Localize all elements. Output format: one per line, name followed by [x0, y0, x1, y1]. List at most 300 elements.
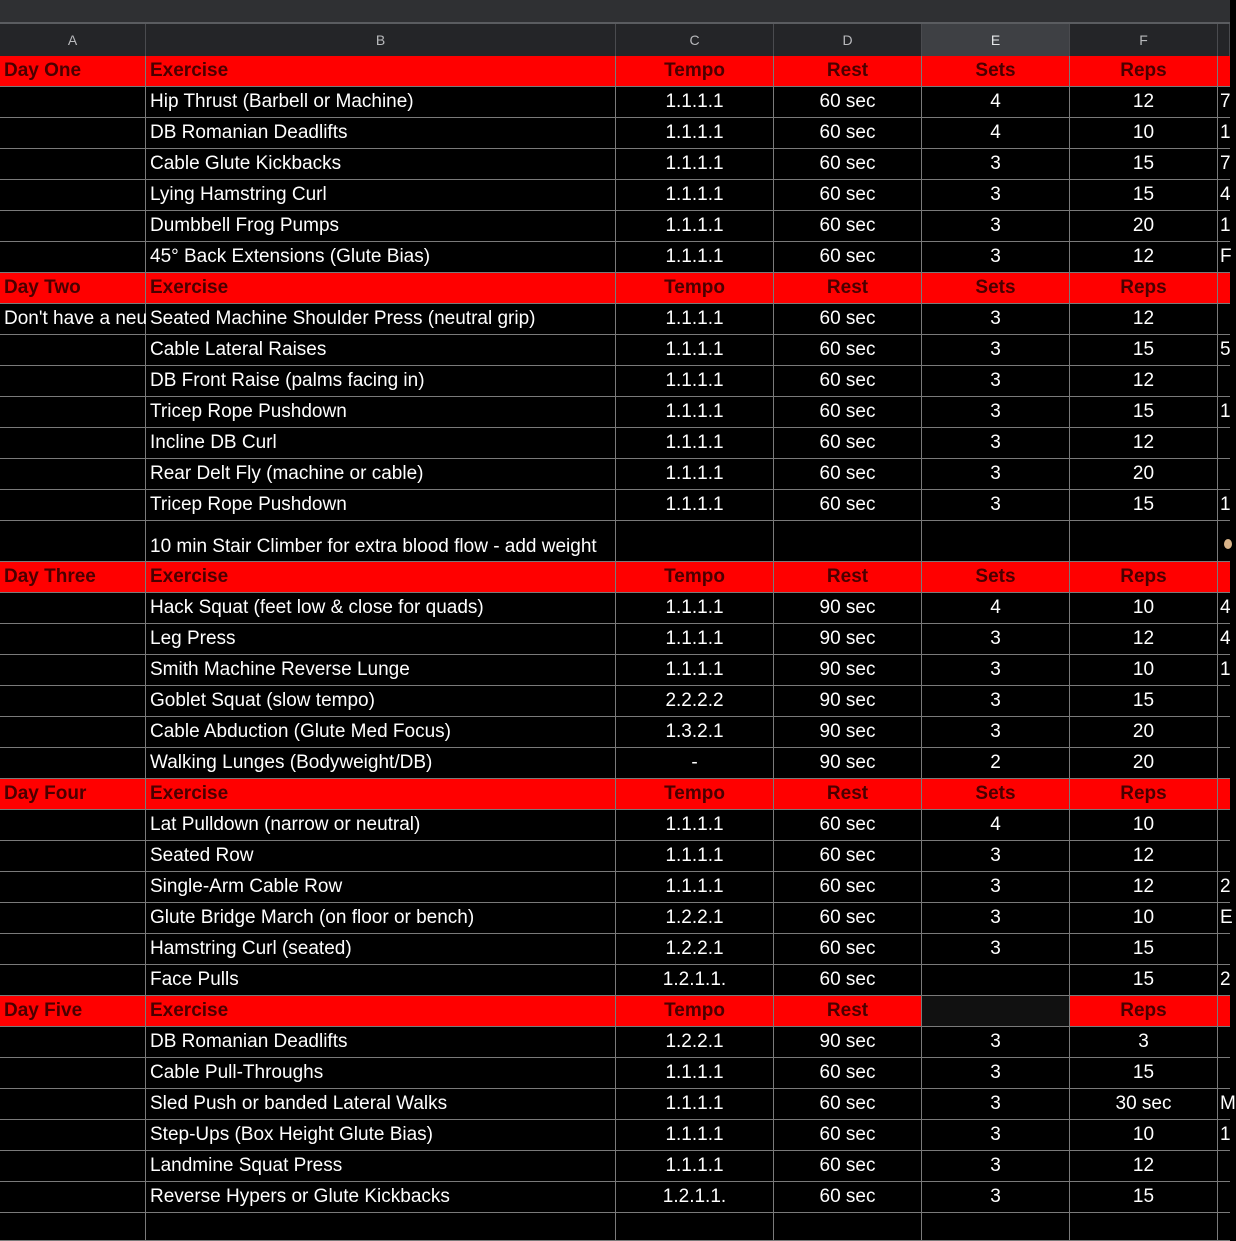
sets-cell[interactable]: 3: [922, 211, 1070, 242]
overflow-cell[interactable]: 4: [1218, 624, 1230, 655]
exercise-cell[interactable]: DB Romanian Deadlifts: [146, 1027, 616, 1058]
exercise-row: [0, 1120, 1230, 1151]
tempo-cell[interactable]: 1.1.1.1: [616, 624, 774, 655]
note-cell[interactable]: [0, 366, 146, 397]
rest-cell[interactable]: 60 sec: [774, 459, 922, 490]
sets-cell[interactable]: 3: [922, 149, 1070, 180]
rest-cell[interactable]: 60 sec: [774, 934, 922, 965]
sets-cell[interactable]: 4: [922, 87, 1070, 118]
header-exercise[interactable]: Exercise: [146, 779, 616, 810]
reps-cell[interactable]: 12: [1070, 304, 1218, 335]
reps-cell[interactable]: 20: [1070, 211, 1218, 242]
tempo-cell[interactable]: 1.1.1.1: [616, 655, 774, 686]
rest-cell[interactable]: 60 sec: [774, 428, 922, 459]
rest-cell[interactable]: 90 sec: [774, 748, 922, 779]
tempo-cell[interactable]: 1.1.1.1: [616, 180, 774, 211]
column-header-a[interactable]: A: [0, 24, 146, 56]
sets-cell[interactable]: 3: [922, 397, 1070, 428]
header-tempo[interactable]: Tempo: [616, 56, 774, 87]
exercise-cell[interactable]: Lying Hamstring Curl: [146, 180, 616, 211]
header-extra[interactable]: [1218, 273, 1230, 304]
sets-cell[interactable]: 4: [922, 810, 1070, 841]
overflow-cell[interactable]: 1: [1218, 211, 1230, 242]
sets-cell[interactable]: 3: [922, 428, 1070, 459]
note-cell[interactable]: [0, 624, 146, 655]
note-cell[interactable]: [0, 180, 146, 211]
header-sets[interactable]: Sets: [922, 779, 1070, 810]
day-header-row: [0, 273, 1230, 304]
column-headers: [0, 24, 1230, 56]
spreadsheet-grid: [0, 56, 1236, 1213]
tempo-cell[interactable]: 1.3.2.1: [616, 717, 774, 748]
tempo-cell[interactable]: 1.1.1.1: [616, 1058, 774, 1089]
day-header-row: [0, 779, 1230, 810]
header-reps[interactable]: Reps: [1070, 273, 1218, 304]
note-cell[interactable]: [0, 459, 146, 490]
exercise-cell[interactable]: Cable Abduction (Glute Med Focus): [146, 717, 616, 748]
sets-cell[interactable]: 3: [922, 686, 1070, 717]
cell[interactable]: [616, 1203, 774, 1241]
empty-row: [0, 1203, 1230, 1241]
exercise-cell[interactable]: Walking Lunges (Bodyweight/DB): [146, 748, 616, 779]
note-cell[interactable]: [0, 87, 146, 118]
day-label[interactable]: Day Four: [0, 779, 146, 810]
reps-cell[interactable]: 12: [1070, 841, 1218, 872]
header-exercise[interactable]: Exercise: [146, 273, 616, 304]
exercise-row: [0, 810, 1230, 841]
exercise-row: [0, 428, 1230, 459]
note-cell[interactable]: [0, 686, 146, 717]
cell[interactable]: [0, 1203, 146, 1241]
overflow-cell[interactable]: 1: [1218, 655, 1230, 686]
header-extra[interactable]: [1218, 56, 1230, 87]
rest-cell[interactable]: [774, 521, 922, 562]
overflow-cell[interactable]: [1218, 810, 1230, 841]
tempo-cell[interactable]: 1.1.1.1: [616, 242, 774, 273]
overflow-cell[interactable]: 1: [1218, 118, 1230, 149]
sets-cell[interactable]: 3: [922, 1120, 1070, 1151]
rest-cell[interactable]: 60 sec: [774, 118, 922, 149]
note-cell[interactable]: [0, 1027, 146, 1058]
reps-cell[interactable]: 10: [1070, 655, 1218, 686]
rest-cell[interactable]: 90 sec: [774, 593, 922, 624]
sets-cell[interactable]: 2: [922, 748, 1070, 779]
reps-cell[interactable]: 10: [1070, 810, 1218, 841]
sets-cell[interactable]: 4: [922, 593, 1070, 624]
rest-cell[interactable]: 90 sec: [774, 624, 922, 655]
cell[interactable]: [1218, 1203, 1230, 1241]
rest-cell[interactable]: 60 sec: [774, 149, 922, 180]
header-extra[interactable]: [1218, 562, 1230, 593]
overflow-cell[interactable]: F: [1218, 242, 1230, 273]
overflow-cell[interactable]: 2: [1218, 872, 1230, 903]
note-cell[interactable]: [0, 965, 146, 996]
note-cell[interactable]: [0, 490, 146, 521]
reps-cell[interactable]: 10: [1070, 118, 1218, 149]
note-cell[interactable]: [0, 934, 146, 965]
sets-cell[interactable]: 3: [922, 459, 1070, 490]
header-rest[interactable]: Rest: [774, 273, 922, 304]
reps-cell[interactable]: 15: [1070, 149, 1218, 180]
exercise-cell[interactable]: Reverse Hypers or Glute Kickbacks: [146, 1182, 616, 1213]
overflow-cell[interactable]: [1218, 304, 1230, 335]
sets-cell[interactable]: [922, 965, 1070, 996]
tempo-cell[interactable]: 1.1.1.1: [616, 459, 774, 490]
tempo-cell[interactable]: 1.1.1.1: [616, 593, 774, 624]
sets-cell[interactable]: 3: [922, 1027, 1070, 1058]
rest-cell[interactable]: 90 sec: [774, 655, 922, 686]
rest-cell[interactable]: 60 sec: [774, 1120, 922, 1151]
header-reps[interactable]: Reps: [1070, 562, 1218, 593]
rest-cell[interactable]: 90 sec: [774, 1027, 922, 1058]
header-rest[interactable]: Rest: [774, 562, 922, 593]
exercise-cell[interactable]: Cable Pull-Throughs: [146, 1058, 616, 1089]
sets-cell[interactable]: 3: [922, 872, 1070, 903]
header-sets[interactable]: Sets: [922, 56, 1070, 87]
header-tempo[interactable]: Tempo: [616, 996, 774, 1027]
tempo-cell[interactable]: 1.1.1.1: [616, 397, 774, 428]
rest-cell[interactable]: 60 sec: [774, 490, 922, 521]
note-cell[interactable]: [0, 211, 146, 242]
cardio-note-cell[interactable]: 10 min Stair Climber for extra blood flow - add weight: [146, 521, 616, 562]
reps-cell[interactable]: 15: [1070, 397, 1218, 428]
overflow-cell[interactable]: 1: [1218, 397, 1230, 428]
tempo-cell[interactable]: 1.2.2.1: [616, 1027, 774, 1058]
tempo-cell[interactable]: 1.1.1.1: [616, 1089, 774, 1120]
note-cell[interactable]: [0, 717, 146, 748]
exercise-row: [0, 1089, 1236, 1120]
column-header-b[interactable]: B: [146, 24, 616, 56]
sets-cell[interactable]: 3: [922, 841, 1070, 872]
exercise-row: [0, 87, 1230, 118]
header-sets-empty[interactable]: [922, 996, 1070, 1027]
tempo-cell[interactable]: 1.2.2.1: [616, 934, 774, 965]
note-cell[interactable]: [0, 593, 146, 624]
day-label[interactable]: Day Two: [0, 273, 146, 304]
overflow-cell[interactable]: E: [1218, 903, 1230, 934]
exercise-cell[interactable]: Incline DB Curl: [146, 428, 616, 459]
tempo-cell[interactable]: 1.1.1.1: [616, 211, 774, 242]
exercise-row: [0, 180, 1230, 211]
reps-cell[interactable]: 12: [1070, 366, 1218, 397]
tempo-cell[interactable]: 1.1.1.1: [616, 810, 774, 841]
note-cell[interactable]: [0, 118, 146, 149]
tempo-cell[interactable]: 1.1.1.1: [616, 87, 774, 118]
tempo-cell[interactable]: 1.1.1.1: [616, 366, 774, 397]
exercise-row: [0, 748, 1230, 779]
rest-cell[interactable]: 60 sec: [774, 1058, 922, 1089]
cell[interactable]: [774, 1203, 922, 1241]
note-cell[interactable]: [0, 521, 146, 562]
note-cell[interactable]: [0, 1151, 146, 1182]
header-exercise[interactable]: Exercise: [146, 562, 616, 593]
rest-cell[interactable]: 90 sec: [774, 717, 922, 748]
exercise-row: [0, 211, 1230, 242]
reps-cell[interactable]: 12: [1070, 428, 1218, 459]
header-tempo[interactable]: Tempo: [616, 779, 774, 810]
tempo-cell[interactable]: 1.1.1.1: [616, 304, 774, 335]
overflow-cell[interactable]: [1218, 428, 1230, 459]
note-cell[interactable]: [0, 1120, 146, 1151]
reps-cell[interactable]: [1070, 521, 1218, 562]
header-sets[interactable]: Sets: [922, 562, 1070, 593]
reps-cell[interactable]: 15: [1070, 180, 1218, 211]
sets-cell[interactable]: 4: [922, 118, 1070, 149]
exercise-cell[interactable]: Dumbbell Frog Pumps: [146, 211, 616, 242]
rest-cell[interactable]: 60 sec: [774, 1151, 922, 1182]
reps-cell[interactable]: 10: [1070, 903, 1218, 934]
reps-cell[interactable]: 20: [1070, 717, 1218, 748]
tempo-cell[interactable]: 1.1.1.1: [616, 118, 774, 149]
exercise-cell[interactable]: Leg Press: [146, 624, 616, 655]
cell[interactable]: [922, 1203, 1070, 1241]
exercise-cell[interactable]: Seated Machine Shoulder Press (neutral grip): [146, 304, 616, 335]
sets-cell[interactable]: 3: [922, 335, 1070, 366]
tempo-cell[interactable]: 1.1.1.1: [616, 428, 774, 459]
reps-cell[interactable]: 15: [1070, 686, 1218, 717]
rest-cell[interactable]: 60 sec: [774, 872, 922, 903]
exercise-cell[interactable]: Step-Ups (Box Height Glute Bias): [146, 1120, 616, 1151]
sets-cell[interactable]: 3: [922, 180, 1070, 211]
overflow-cell[interactable]: 7: [1218, 87, 1230, 118]
sets-cell[interactable]: 3: [922, 242, 1070, 273]
header-tempo[interactable]: Tempo: [616, 273, 774, 304]
exercise-cell[interactable]: Face Pulls: [146, 965, 616, 996]
exercise-row: [0, 242, 1230, 273]
note-cell[interactable]: [0, 242, 146, 273]
note-cell[interactable]: [0, 810, 146, 841]
reps-cell[interactable]: 15: [1070, 934, 1218, 965]
day-label[interactable]: Day Five: [0, 996, 146, 1027]
exercise-row: [0, 459, 1230, 490]
column-header-f[interactable]: F: [1070, 24, 1218, 56]
exercise-cell[interactable]: Tricep Rope Pushdown: [146, 397, 616, 428]
overflow-cell[interactable]: [1218, 717, 1230, 748]
column-header-e[interactable]: E: [922, 24, 1070, 56]
sets-cell[interactable]: [922, 521, 1070, 562]
note-cell[interactable]: [0, 841, 146, 872]
rest-cell[interactable]: 60 sec: [774, 397, 922, 428]
rest-cell[interactable]: 60 sec: [774, 335, 922, 366]
header-rest[interactable]: Rest: [774, 996, 922, 1027]
exercise-cell[interactable]: Sled Push or banded Lateral Walks: [146, 1089, 616, 1120]
reps-cell[interactable]: 20: [1070, 459, 1218, 490]
rest-cell[interactable]: 60 sec: [774, 366, 922, 397]
sets-cell[interactable]: 3: [922, 1151, 1070, 1182]
reps-cell[interactable]: 10: [1070, 1120, 1218, 1151]
column-header-g[interactable]: [1218, 24, 1230, 56]
overflow-cell[interactable]: [1218, 1027, 1230, 1058]
sets-cell[interactable]: 3: [922, 1182, 1070, 1213]
reps-cell[interactable]: 15: [1070, 1182, 1218, 1213]
day-label[interactable]: Day One: [0, 56, 146, 87]
sets-cell[interactable]: 3: [922, 1058, 1070, 1089]
reps-cell[interactable]: 15: [1070, 965, 1218, 996]
overflow-cell[interactable]: [1218, 934, 1230, 965]
overflow-cell[interactable]: 1: [1218, 490, 1230, 521]
tempo-cell[interactable]: 1.2.1.1.: [616, 965, 774, 996]
header-rest[interactable]: Rest: [774, 56, 922, 87]
tempo-cell[interactable]: 1.1.1.1: [616, 841, 774, 872]
exercise-cell[interactable]: DB Front Raise (palms facing in): [146, 366, 616, 397]
comment-marker-icon: [1224, 539, 1232, 549]
rest-cell[interactable]: 60 sec: [774, 965, 922, 996]
reps-cell[interactable]: 10: [1070, 593, 1218, 624]
overflow-cell[interactable]: 2: [1218, 965, 1230, 996]
tempo-cell[interactable]: 1.1.1.1: [616, 335, 774, 366]
header-tempo[interactable]: Tempo: [616, 562, 774, 593]
rest-cell[interactable]: 60 sec: [774, 841, 922, 872]
exercise-row: [0, 335, 1230, 366]
note-cell[interactable]: [0, 428, 146, 459]
overflow-cell[interactable]: 1: [1218, 1120, 1230, 1151]
note-cell[interactable]: [0, 903, 146, 934]
reps-cell[interactable]: 12: [1070, 242, 1218, 273]
header-sets[interactable]: Sets: [922, 273, 1070, 304]
header-exercise[interactable]: Exercise: [146, 996, 616, 1027]
day-header-row: [0, 56, 1230, 87]
rest-cell[interactable]: 60 sec: [774, 903, 922, 934]
overflow-cell[interactable]: 4: [1218, 593, 1230, 624]
header-exercise[interactable]: Exercise: [146, 56, 616, 87]
exercise-row: [0, 366, 1230, 397]
note-cell[interactable]: [0, 872, 146, 903]
note-cell[interactable]: [0, 1058, 146, 1089]
exercise-cell[interactable]: Lat Pulldown (narrow or neutral): [146, 810, 616, 841]
overflow-cell[interactable]: [1218, 748, 1230, 779]
rest-cell[interactable]: 60 sec: [774, 304, 922, 335]
overflow-cell[interactable]: 7: [1218, 149, 1230, 180]
note-cell[interactable]: [0, 1089, 146, 1120]
tempo-cell[interactable]: 2.2.2.2: [616, 686, 774, 717]
reps-cell[interactable]: 20: [1070, 748, 1218, 779]
exercise-row: [0, 903, 1233, 934]
header-reps[interactable]: Reps: [1070, 996, 1218, 1027]
cell[interactable]: [1070, 1203, 1218, 1241]
sets-cell[interactable]: 3: [922, 624, 1070, 655]
exercise-row: [0, 1027, 1230, 1058]
reps-cell[interactable]: 15: [1070, 335, 1218, 366]
reps-cell[interactable]: 12: [1070, 87, 1218, 118]
tempo-cell[interactable]: 1.1.1.1: [616, 872, 774, 903]
sets-cell[interactable]: 3: [922, 717, 1070, 748]
reps-cell[interactable]: 12: [1070, 872, 1218, 903]
exercise-cell[interactable]: DB Romanian Deadlifts: [146, 118, 616, 149]
tempo-cell[interactable]: 1.1.1.1: [616, 1151, 774, 1182]
note-cell[interactable]: [0, 655, 146, 686]
overflow-cell[interactable]: [1218, 1058, 1230, 1089]
exercise-cell[interactable]: Tricep Rope Pushdown: [146, 490, 616, 521]
tempo-cell[interactable]: 1.1.1.1: [616, 149, 774, 180]
column-header-d[interactable]: D: [774, 24, 922, 56]
exercise-cell[interactable]: Landmine Squat Press: [146, 1151, 616, 1182]
day-label[interactable]: Day Three: [0, 562, 146, 593]
exercise-row: [0, 149, 1230, 180]
note-cell[interactable]: Don't have a neu: [0, 304, 146, 335]
overflow-cell[interactable]: M: [1218, 1089, 1230, 1120]
note-cell[interactable]: [0, 748, 146, 779]
reps-cell[interactable]: 3: [1070, 1027, 1218, 1058]
tempo-cell[interactable]: 1.1.1.1: [616, 1120, 774, 1151]
reps-cell[interactable]: 12: [1070, 624, 1218, 655]
rest-cell[interactable]: 90 sec: [774, 686, 922, 717]
exercise-cell[interactable]: Goblet Squat (slow tempo): [146, 686, 616, 717]
exercise-cell[interactable]: Cable Glute Kickbacks: [146, 149, 616, 180]
exercise-cell[interactable]: Hip Thrust (Barbell or Machine): [146, 87, 616, 118]
overflow-cell[interactable]: [1218, 1151, 1230, 1182]
reps-cell[interactable]: 15: [1070, 1058, 1218, 1089]
header-reps[interactable]: Reps: [1070, 56, 1218, 87]
header-rest[interactable]: Rest: [774, 779, 922, 810]
rest-cell[interactable]: 60 sec: [774, 211, 922, 242]
exercise-cell[interactable]: Hack Squat (feet low & close for quads): [146, 593, 616, 624]
tempo-cell[interactable]: 1.2.1.1.: [616, 1182, 774, 1213]
header-extra[interactable]: [1218, 779, 1230, 810]
overflow-cell[interactable]: [1218, 521, 1230, 562]
exercise-cell[interactable]: Rear Delt Fly (machine or cable): [146, 459, 616, 490]
overflow-cell[interactable]: 4: [1218, 180, 1230, 211]
rest-cell[interactable]: 60 sec: [774, 242, 922, 273]
note-cell[interactable]: [0, 149, 146, 180]
exercise-cell[interactable]: Hamstring Curl (seated): [146, 934, 616, 965]
sets-cell[interactable]: 3: [922, 1089, 1070, 1120]
rest-cell[interactable]: 60 sec: [774, 87, 922, 118]
sets-cell[interactable]: 3: [922, 366, 1070, 397]
reps-cell[interactable]: 12: [1070, 1151, 1218, 1182]
rest-cell[interactable]: 60 sec: [774, 1182, 922, 1213]
rest-cell[interactable]: 60 sec: [774, 810, 922, 841]
exercise-cell[interactable]: Cable Lateral Raises: [146, 335, 616, 366]
note-row: [0, 521, 1230, 562]
exercise-row: [0, 841, 1230, 872]
column-header-c[interactable]: C: [616, 24, 774, 56]
exercise-row: [0, 934, 1230, 965]
header-extra[interactable]: [1218, 996, 1230, 1027]
exercise-cell[interactable]: Glute Bridge March (on floor or bench): [146, 903, 616, 934]
top-toolbar: [0, 0, 1230, 24]
exercise-cell[interactable]: Single-Arm Cable Row: [146, 872, 616, 903]
cell[interactable]: [146, 1203, 616, 1241]
overflow-cell[interactable]: [1218, 841, 1230, 872]
exercise-row: [0, 686, 1230, 717]
tempo-cell[interactable]: -: [616, 748, 774, 779]
overflow-cell[interactable]: [1218, 459, 1230, 490]
tempo-cell[interactable]: 1.2.2.1: [616, 903, 774, 934]
sets-cell[interactable]: 3: [922, 934, 1070, 965]
note-cell[interactable]: [0, 335, 146, 366]
tempo-cell[interactable]: 1.1.1.1: [616, 490, 774, 521]
header-reps[interactable]: Reps: [1070, 779, 1218, 810]
sets-cell[interactable]: 3: [922, 490, 1070, 521]
sets-cell[interactable]: 3: [922, 903, 1070, 934]
reps-cell[interactable]: 15: [1070, 490, 1218, 521]
overflow-cell[interactable]: 5: [1218, 335, 1230, 366]
sets-cell[interactable]: 3: [922, 304, 1070, 335]
tempo-cell[interactable]: [616, 521, 774, 562]
exercise-row: [0, 397, 1230, 428]
reps-cell[interactable]: 30 sec: [1070, 1089, 1218, 1120]
exercise-row: [0, 1151, 1230, 1182]
note-cell[interactable]: [0, 397, 146, 428]
exercise-cell[interactable]: 45° Back Extensions (Glute Bias): [146, 242, 616, 273]
overflow-cell[interactable]: [1218, 366, 1230, 397]
sets-cell[interactable]: 3: [922, 655, 1070, 686]
overflow-cell[interactable]: [1218, 686, 1230, 717]
exercise-cell[interactable]: Seated Row: [146, 841, 616, 872]
exercise-cell[interactable]: Smith Machine Reverse Lunge: [146, 655, 616, 686]
rest-cell[interactable]: 60 sec: [774, 180, 922, 211]
rest-cell[interactable]: 60 sec: [774, 1089, 922, 1120]
